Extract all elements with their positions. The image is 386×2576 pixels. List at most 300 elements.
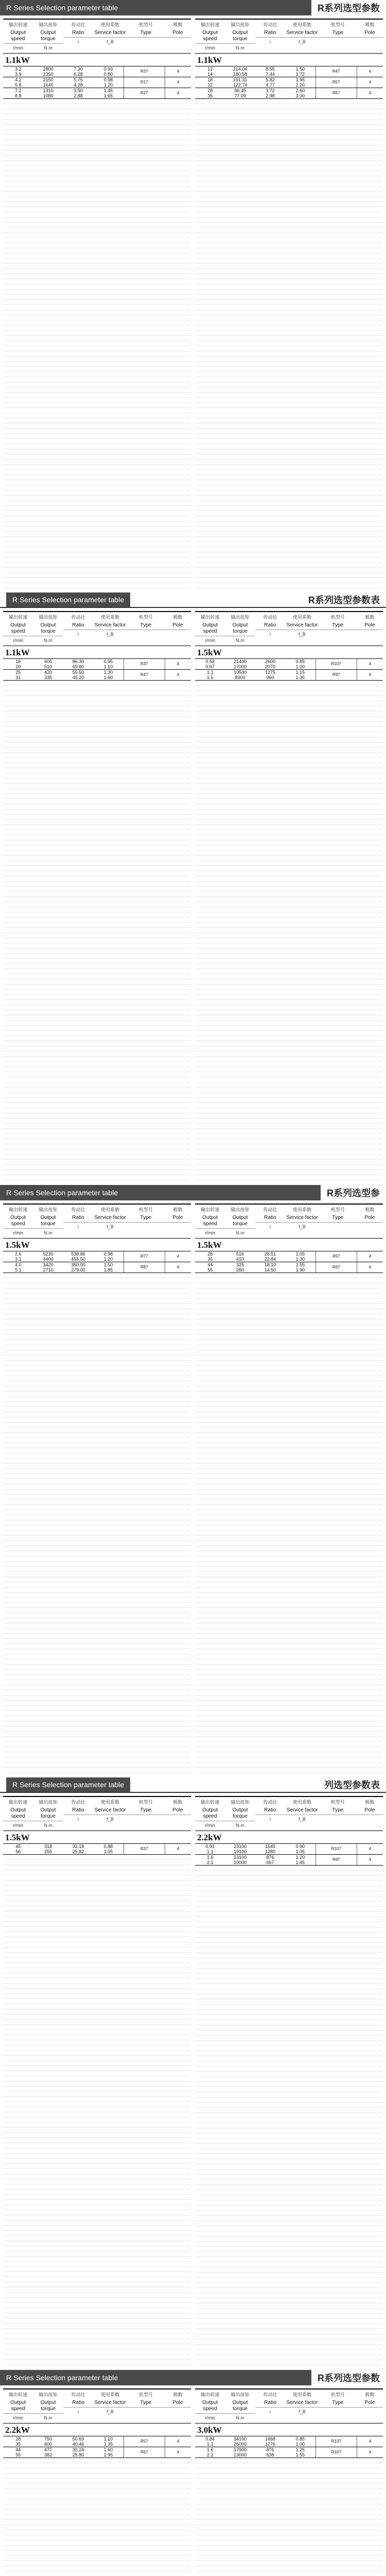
pole-count: 4 — [357, 1262, 383, 1273]
page-banner — [0, 0, 386, 15]
header-speed: 输出转速 Output speed r/min — [195, 20, 225, 53]
table-body — [195, 1251, 383, 1273]
table-header — [195, 1205, 383, 1239]
table-cell: 1.20 — [295, 1855, 305, 1860]
table-cell: 1545 — [265, 1844, 275, 1849]
table-row — [3, 664, 124, 669]
table-cell: 3.1 — [14, 1257, 22, 1262]
header-speed: 输出转速 Output speed r/min — [3, 612, 33, 646]
table-cell: 0.93 — [103, 66, 113, 72]
model-group — [195, 670, 383, 681]
table-cell: 3.00 — [295, 93, 305, 98]
pole-count: 4 — [357, 2447, 383, 2458]
table-cell: 180.58 — [233, 72, 248, 77]
header-pole: 极数 Pole — [165, 2389, 191, 2423]
table-cell: 28 — [15, 2436, 21, 2442]
table-cell: 1.65 — [103, 93, 113, 98]
table-cell: 0.88 — [103, 1844, 113, 1849]
table-row — [3, 2436, 124, 2442]
header-service-factor: 使用系数 Service factor f_B — [93, 612, 127, 646]
table-cell: 350.00 — [71, 1262, 85, 1267]
pole-count: 4 — [357, 1844, 383, 1854]
pole-count: 4 — [165, 77, 191, 88]
value-rows — [195, 77, 315, 88]
table-row — [3, 82, 124, 88]
table-cell: 35 — [207, 1257, 213, 1262]
table-cell: 1.60 — [103, 675, 113, 680]
table-cell: 4.2 — [14, 77, 22, 82]
model-group — [3, 2436, 191, 2447]
table-row — [195, 675, 315, 680]
table-cell: 32.24 — [72, 2447, 84, 2452]
header-type: 机型号 Type — [319, 2389, 357, 2423]
model-type: R27 — [124, 88, 165, 98]
motor-power: 2.2kW — [3, 2424, 191, 2436]
table-cell: 2070 — [265, 664, 275, 669]
table-cell: 55.50 — [72, 670, 84, 675]
value-rows — [195, 66, 315, 77]
parameter-table — [195, 2388, 383, 2576]
table-cell: 1.05 — [103, 1849, 113, 1854]
model-group — [3, 659, 191, 670]
value-rows — [195, 2436, 315, 2447]
table-row — [195, 1849, 315, 1854]
motor-power: 1.5kW — [195, 1239, 383, 1251]
table-cell: 2.98 — [266, 93, 275, 98]
table-cell: 1.1 — [206, 1849, 214, 1854]
parameter-table — [3, 19, 191, 592]
table-header — [195, 1797, 383, 1831]
table-row — [3, 670, 124, 675]
table-cell: 477 — [44, 2447, 52, 2452]
table-body — [195, 2436, 383, 2458]
table-cell: 335 — [44, 675, 52, 680]
table-row — [195, 82, 315, 88]
table-body — [195, 659, 383, 681]
table-cell: 0.91 — [205, 1844, 215, 1849]
table-cell: 1.20 — [103, 1257, 113, 1262]
model-group — [195, 1251, 383, 1262]
header-pole: 极数 Pole — [357, 20, 383, 53]
header-service-factor: 使用系数 Service factor f_B — [93, 1797, 127, 1831]
motor-power: 1.1kW — [3, 54, 191, 66]
header-type: 机型号 Type — [319, 20, 357, 53]
model-type: R97 — [315, 1855, 357, 1865]
banner-english-title: R Series Selection parameter table — [6, 2374, 118, 2382]
header-torque: 输出扭矩 Output torque N.m — [225, 1205, 255, 1238]
table-cell: 26000 — [234, 2442, 247, 2447]
catalog-page — [0, 1777, 386, 2370]
table-row — [195, 1251, 315, 1257]
pole-count: 4 — [357, 88, 383, 98]
table-cell: 876 — [266, 1855, 274, 1860]
table-cell: 1.55 — [295, 1262, 305, 1267]
table-cell: 45 — [15, 1844, 21, 1849]
header-pole: 极数 Pole — [165, 1797, 191, 1831]
page-banner — [0, 2370, 386, 2385]
model-type: R87 — [124, 1262, 165, 1273]
value-rows — [195, 1262, 315, 1273]
pole-count: 4 — [165, 670, 191, 680]
table-cell: 6.28 — [74, 72, 83, 77]
table-row — [3, 1844, 124, 1849]
table-cell: 1.95 — [103, 2452, 113, 2458]
header-pole: 极数 Pole — [357, 1205, 383, 1238]
table-cell: 20 — [15, 664, 21, 669]
value-rows — [195, 1855, 315, 1865]
table-cell: 25 — [15, 670, 21, 675]
model-type: R57 — [124, 2436, 165, 2447]
header-torque: 输出扭矩 Output torque N.m — [225, 20, 255, 53]
table-cell: 318 — [44, 1844, 52, 1849]
pole-count: 4 — [357, 670, 383, 680]
banner-chinese-title: R系列选型参数 — [311, 2370, 386, 2385]
model-group — [3, 77, 191, 88]
table-cell: 14 — [207, 72, 213, 77]
table-cell: 1.5 — [206, 675, 214, 680]
table-cell: 0.95 — [103, 659, 113, 664]
table-cell: 260 — [236, 1267, 244, 1273]
table-cell: 1.1 — [206, 2442, 214, 2447]
table-cell: 960 — [266, 675, 274, 680]
table-row — [3, 675, 124, 680]
table-cell: 2.2 — [206, 2452, 214, 2458]
table-cell: 255 — [44, 1849, 52, 1854]
table-cell: 1.6 — [206, 1855, 214, 1860]
pole-count: 4 — [165, 659, 191, 669]
table-cell: 23100 — [234, 1844, 247, 1849]
table-cell: 44 — [207, 1262, 213, 1267]
motor-power: 1.1kW — [3, 646, 191, 659]
header-torque: 输出扭矩 Output torque N.m — [33, 20, 63, 53]
table-cell: 18 — [207, 77, 213, 82]
table-cell: 18.10 — [264, 1262, 276, 1267]
table-row — [3, 1267, 124, 1273]
table-cell: 10500 — [234, 670, 247, 675]
motor-power: 1.5kW — [3, 1831, 191, 1844]
table-cell: 31 — [15, 675, 21, 680]
table-header — [195, 20, 383, 54]
table-cell: 3.50 — [74, 88, 83, 93]
catalog-page — [0, 2370, 386, 2576]
header-ratio: 传动比 Ratio i — [63, 20, 93, 53]
banner-chinese-title: R系列选型参数 — [311, 0, 386, 15]
table-cell: 0.67 — [205, 664, 215, 669]
value-rows — [195, 2447, 315, 2458]
header-pole: 极数 Pole — [357, 612, 383, 646]
table-body — [3, 1251, 191, 1273]
table-cell: 2.6 — [14, 1251, 22, 1257]
header-speed: 输出转速 Output speed r/min — [195, 612, 225, 646]
table-row — [195, 66, 315, 72]
table-continuation — [3, 1273, 191, 1777]
table-row — [195, 72, 315, 77]
pole-count: 4 — [165, 2436, 191, 2447]
header-ratio: 传动比 Ratio i — [255, 612, 285, 646]
table-cell: 2150 — [43, 77, 54, 82]
table-cell: 56 — [15, 1849, 21, 1854]
value-rows — [3, 670, 124, 680]
value-rows — [3, 1844, 124, 1854]
motor-power: 3.0kW — [195, 2424, 383, 2436]
table-row — [195, 77, 315, 82]
table-cell: 279.00 — [71, 1267, 85, 1273]
table-cell: 2350 — [43, 72, 54, 77]
header-type: 机型号 Type — [127, 1205, 165, 1238]
table-cell: 4.77 — [266, 82, 275, 88]
value-rows — [3, 77, 124, 88]
table-cell: 1.1 — [206, 670, 214, 675]
pole-count: 4 — [165, 1262, 191, 1273]
table-cell: 420 — [44, 670, 52, 675]
banner-chinese-title: R系列选型参数表 — [302, 592, 386, 607]
parameter-table — [195, 19, 383, 592]
table-cell: 22 — [207, 82, 213, 88]
table-cell: 25.80 — [72, 2452, 84, 2458]
value-rows — [3, 2436, 124, 2447]
header-pole: 极数 Pole — [165, 20, 191, 53]
value-rows — [195, 1844, 315, 1854]
table-row — [3, 93, 124, 98]
banner-english-title: R Series Selection parameter table — [6, 4, 118, 12]
table-cell: 7.2 — [14, 88, 22, 93]
table-row — [3, 2442, 124, 2447]
motor-power: 2.2kW — [195, 1831, 383, 1844]
table-cell: 4.0 — [14, 1262, 22, 1267]
header-type: 机型号 Type — [319, 612, 357, 646]
table-row — [195, 1257, 315, 1262]
table-cell: 0.85 — [295, 2436, 305, 2442]
model-group — [3, 1251, 191, 1262]
table-cell: 50.69 — [72, 2436, 84, 2442]
table-cell: 600 — [44, 2442, 52, 2447]
table-continuation — [195, 99, 383, 592]
table-cell: 1.05 — [295, 1251, 305, 1257]
table-cell: 3.2 — [14, 66, 22, 72]
value-rows — [3, 1251, 124, 1262]
table-columns — [0, 2385, 386, 2576]
table-cell: 22.84 — [264, 1257, 276, 1262]
pole-count: 4 — [165, 1251, 191, 1262]
catalog-page — [0, 1185, 386, 1777]
table-continuation — [3, 1855, 191, 2370]
model-type: R57 — [315, 77, 357, 88]
model-group — [3, 670, 191, 681]
table-cell: 55 — [207, 1267, 213, 1273]
header-pole: 极数 Pole — [357, 1797, 383, 1831]
header-torque: 输出扭矩 Output torque N.m — [33, 1797, 63, 1831]
model-group — [195, 659, 383, 670]
table-continuation — [3, 2458, 191, 2576]
table-columns — [0, 15, 386, 592]
table-cell: 55 — [15, 2452, 21, 2458]
table-row — [3, 2447, 124, 2452]
table-cell: 1640 — [43, 82, 54, 88]
table-cell: 1.55 — [295, 2452, 305, 2458]
table-cell: 4.28 — [74, 82, 83, 88]
model-group — [195, 1855, 383, 1866]
table-cell: 3420 — [43, 1262, 54, 1267]
model-group — [195, 2436, 383, 2447]
model-type: R107 — [315, 659, 357, 669]
table-cell: 0.98 — [103, 1251, 113, 1257]
header-torque: 输出扭矩 Output torque N.m — [33, 2389, 63, 2423]
pole-count: 4 — [357, 1855, 383, 1865]
model-group — [195, 66, 383, 77]
table-continuation — [195, 681, 383, 1185]
value-rows — [3, 1262, 124, 1273]
table-body — [3, 659, 191, 681]
page-banner — [0, 1185, 386, 1200]
header-speed: 输出转速 Output speed r/min — [3, 1205, 33, 1238]
table-row — [195, 2436, 315, 2442]
table-cell: 876 — [266, 2447, 274, 2452]
catalog-page — [0, 0, 386, 592]
table-cell: 750 — [44, 2436, 52, 2442]
parameter-table — [3, 1204, 191, 1777]
table-cell: 1.90 — [295, 1267, 305, 1273]
header-torque: 输出扭矩 Output torque N.m — [33, 612, 63, 646]
table-cell: 538.86 — [71, 1251, 85, 1257]
model-type: R107 — [315, 2447, 357, 2458]
table-row — [3, 1257, 124, 1262]
table-cell: 5.8 — [14, 82, 22, 88]
model-group — [3, 2447, 191, 2458]
header-speed: 输出转速 Output speed r/min — [195, 1797, 225, 1831]
pole-count: 4 — [357, 659, 383, 669]
table-cell: 8300 — [235, 675, 245, 680]
table-cell: 8.55 — [266, 66, 275, 72]
table-cell: 1.85 — [103, 1267, 113, 1273]
parameter-table — [195, 611, 383, 1185]
table-row — [195, 1855, 315, 1860]
model-type: R57 — [315, 1251, 357, 1262]
table-cell: 86.30 — [72, 659, 84, 664]
table-cell: 382 — [44, 2452, 52, 2458]
value-rows — [195, 88, 315, 98]
banner-english-title: R Series Selection parameter table — [6, 592, 130, 607]
table-row — [3, 1849, 124, 1854]
table-row — [195, 659, 315, 664]
table-row — [3, 77, 124, 82]
pole-count: 4 — [165, 66, 191, 77]
table-body — [3, 1844, 191, 1855]
table-continuation — [195, 2458, 383, 2576]
table-cell: 0.85 — [295, 659, 305, 664]
model-group — [3, 66, 191, 77]
table-cell: 325 — [236, 1262, 244, 1267]
table-cell: 0.98 — [103, 77, 113, 82]
table-continuation — [195, 1273, 383, 1777]
header-service-factor: 使用系数 Service factor f_B — [93, 2389, 127, 2423]
model-type: R67 — [315, 1262, 357, 1273]
table-cell: 510 — [44, 664, 52, 669]
table-cell: 1.45 — [103, 88, 113, 93]
model-type: R47 — [315, 66, 357, 77]
table-continuation — [195, 1866, 383, 2370]
header-ratio: 传动比 Ratio i — [63, 1205, 93, 1238]
model-type: R67 — [315, 88, 357, 98]
header-pole: 极数 Pole — [357, 2389, 383, 2423]
table-cell: 1275 — [265, 670, 275, 675]
table-header — [195, 2389, 383, 2424]
table-cell: 214.04 — [233, 66, 248, 72]
table-cell: 151.31 — [233, 77, 248, 82]
banner-english-title: R Series Selection parameter table — [6, 1777, 130, 1792]
table-row — [3, 2452, 124, 2458]
motor-power: 1.1kW — [195, 54, 383, 66]
header-type: 机型号 Type — [319, 1205, 357, 1238]
value-rows — [195, 659, 315, 669]
header-type: 机型号 Type — [127, 612, 165, 646]
model-group — [3, 88, 191, 99]
header-ratio: 传动比 Ratio i — [255, 20, 285, 53]
model-type: R47 — [124, 670, 165, 680]
table-cell: 1.50 — [295, 66, 305, 72]
table-body — [3, 66, 191, 99]
header-ratio: 传动比 Ratio i — [255, 1205, 285, 1238]
table-cell: 25.82 — [72, 1849, 84, 1854]
table-cell: 1668 — [265, 2436, 275, 2442]
table-row — [3, 66, 124, 72]
table-cell: 7.44 — [266, 72, 275, 77]
table-cell: 34100 — [234, 2436, 247, 2442]
parameter-table — [195, 1204, 383, 1777]
table-cell: 1.15 — [295, 670, 305, 675]
table-header — [195, 612, 383, 646]
table-cell: 17000 — [234, 664, 247, 669]
table-cell: 1276 — [265, 2442, 275, 2447]
page-banner — [0, 592, 386, 608]
table-header — [3, 1797, 191, 1831]
table-cell: 1280 — [265, 1849, 275, 1854]
table-cell: 1.00 — [295, 2442, 305, 2447]
header-speed: 输出转速 Output speed r/min — [3, 2389, 33, 2423]
table-columns — [0, 608, 386, 1185]
pole-count: 4 — [357, 77, 383, 88]
pole-count: 4 — [165, 1844, 191, 1854]
banner-english-title: R Series Selection parameter table — [6, 1189, 118, 1197]
table-cell: 0.90 — [295, 1844, 305, 1849]
table-header — [3, 1205, 191, 1239]
table-row — [195, 88, 315, 93]
table-cell: 96.45 — [234, 88, 246, 93]
header-service-factor: 使用系数 Service factor f_B — [93, 1205, 127, 1238]
table-cell: 7.30 — [74, 66, 83, 72]
header-type: 机型号 Type — [127, 1797, 165, 1831]
model-group — [195, 77, 383, 88]
table-cell: 605 — [44, 659, 52, 664]
table-cell: 3.72 — [266, 88, 275, 93]
table-columns — [0, 1200, 386, 1777]
table-row — [3, 659, 124, 664]
table-cell: 0.80 — [103, 72, 113, 77]
table-cell: 19100 — [234, 1849, 247, 1854]
table-header — [3, 20, 191, 54]
motor-power: 1.5kW — [3, 1239, 191, 1251]
header-ratio: 传动比 Ratio i — [255, 1797, 285, 1831]
table-cell: 17900 — [234, 2447, 247, 2452]
header-torque: 输出扭矩 Output torque N.m — [225, 1797, 255, 1831]
value-rows — [3, 88, 124, 98]
table-cell: 1.60 — [103, 2447, 113, 2452]
table-cell: 69.80 — [72, 664, 84, 669]
parameter-table — [3, 1796, 191, 2370]
table-cell: 122.74 — [233, 82, 248, 88]
value-rows — [195, 670, 315, 680]
table-cell: 1.45 — [295, 1860, 305, 1865]
table-cell: 2.1 — [206, 1860, 214, 1865]
